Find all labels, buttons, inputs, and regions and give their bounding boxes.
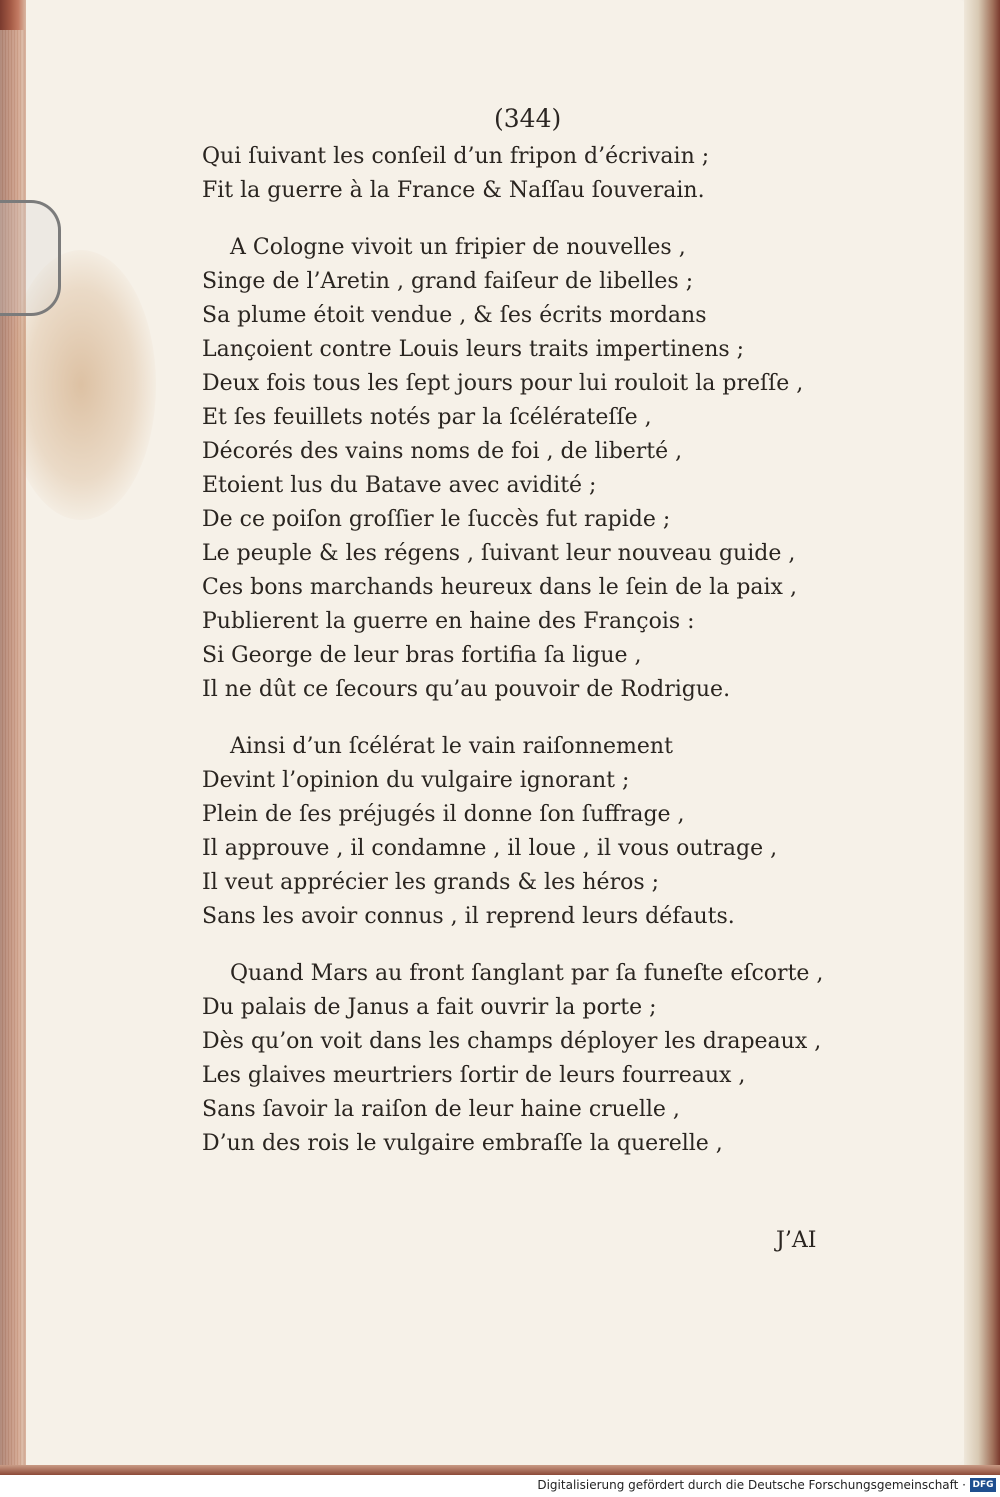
verse-line: Si George de leur bras fortifia ſa ligue , bbox=[202, 643, 642, 668]
verse-line: Ces bons marchands heureux dans le ſein de la paix , bbox=[202, 575, 797, 600]
verse-line: Qui ſuivant les conſeil d’un fripon d’écrivain ; bbox=[202, 144, 710, 169]
verse-line: Décorés des vains noms de foi , de liberté , bbox=[202, 439, 683, 464]
verse-line: Les glaives meurtriers ſortir de leurs fourreaux , bbox=[202, 1063, 746, 1088]
stanza-3 bbox=[202, 730, 822, 934]
verse-line: Devint l’opinion du vulgaire ignorant ; bbox=[202, 768, 630, 793]
verse-line: Singe de l’Aretin , grand faiſeur de libelles ; bbox=[202, 269, 694, 294]
verse-line: Et ſes feuillets notés par la ſcélérateſſe , bbox=[202, 405, 652, 430]
verse-line: Dès qu’on voit dans les champs déployer les drapeaux , bbox=[202, 1029, 822, 1054]
verse-line: De ce poiſon groſſier le ſuccès fut rapide ; bbox=[202, 507, 671, 532]
page-number: (344) bbox=[494, 104, 562, 133]
verse-line: A Cologne vivoit un fripier de nouvelles , bbox=[230, 235, 686, 260]
poem-text bbox=[202, 140, 822, 1161]
verse-line: Il ne dût ce ſecours qu’au pouvoir de Rodrigue. bbox=[202, 677, 731, 702]
dfg-logo-icon: DFG bbox=[970, 1478, 996, 1492]
book-bottom-edge bbox=[0, 1465, 1000, 1475]
verse-line: Il veut apprécier les grands & les héros ; bbox=[202, 870, 660, 895]
footer-credit: Digitalisierung gefördert durch die Deutsche Forschungsgemeinschaft · bbox=[537, 1478, 966, 1492]
verse-line: Sans ſavoir la raiſon de leur haine cruelle , bbox=[202, 1097, 680, 1122]
verse-line: Sa plume étoit vendue , & ſes écrits mordans bbox=[202, 303, 707, 328]
verse-line: D’un des rois le vulgaire embraſſe la querelle , bbox=[202, 1131, 723, 1156]
verse-line: Fit la guerre à la France & Naſſau ſouverain. bbox=[202, 178, 705, 203]
verse-line: Ainsi d’un ſcélérat le vain raiſonnement bbox=[230, 734, 673, 759]
verse-line: Publierent la guerre en haine des François : bbox=[202, 609, 695, 634]
digitization-footer bbox=[0, 1475, 1000, 1497]
verse-line: Etoient lus du Batave avec avidité ; bbox=[202, 473, 597, 498]
verse-line: Deux fois tous les ſept jours pour lui rouloit la preſſe , bbox=[202, 371, 804, 396]
verse-line: Sans les avoir connus , il reprend leurs défauts. bbox=[202, 904, 735, 929]
verse-line: Plein de ſes préjugés il donne ſon ſuffrage , bbox=[202, 802, 685, 827]
book-board-edge bbox=[964, 0, 1000, 1475]
catchword: J’AI bbox=[776, 1228, 817, 1253]
page-clip bbox=[0, 200, 61, 316]
stanza-1 bbox=[202, 140, 822, 208]
verse-line: Du palais de Janus a fait ouvrir la porte ; bbox=[202, 995, 657, 1020]
verse-line: Le peuple & les régens , ſuivant leur nouveau guide , bbox=[202, 541, 796, 566]
stanza-4 bbox=[202, 957, 822, 1161]
verse-line: Lançoient contre Louis leurs traits impertinens ; bbox=[202, 337, 745, 362]
verse-line: Quand Mars au front ſanglant par ſa funeſte eſcorte , bbox=[230, 961, 824, 986]
verse-line: Il approuve , il condamne , il loue , il vous outrage , bbox=[202, 836, 778, 861]
stanza-2 bbox=[202, 231, 822, 707]
